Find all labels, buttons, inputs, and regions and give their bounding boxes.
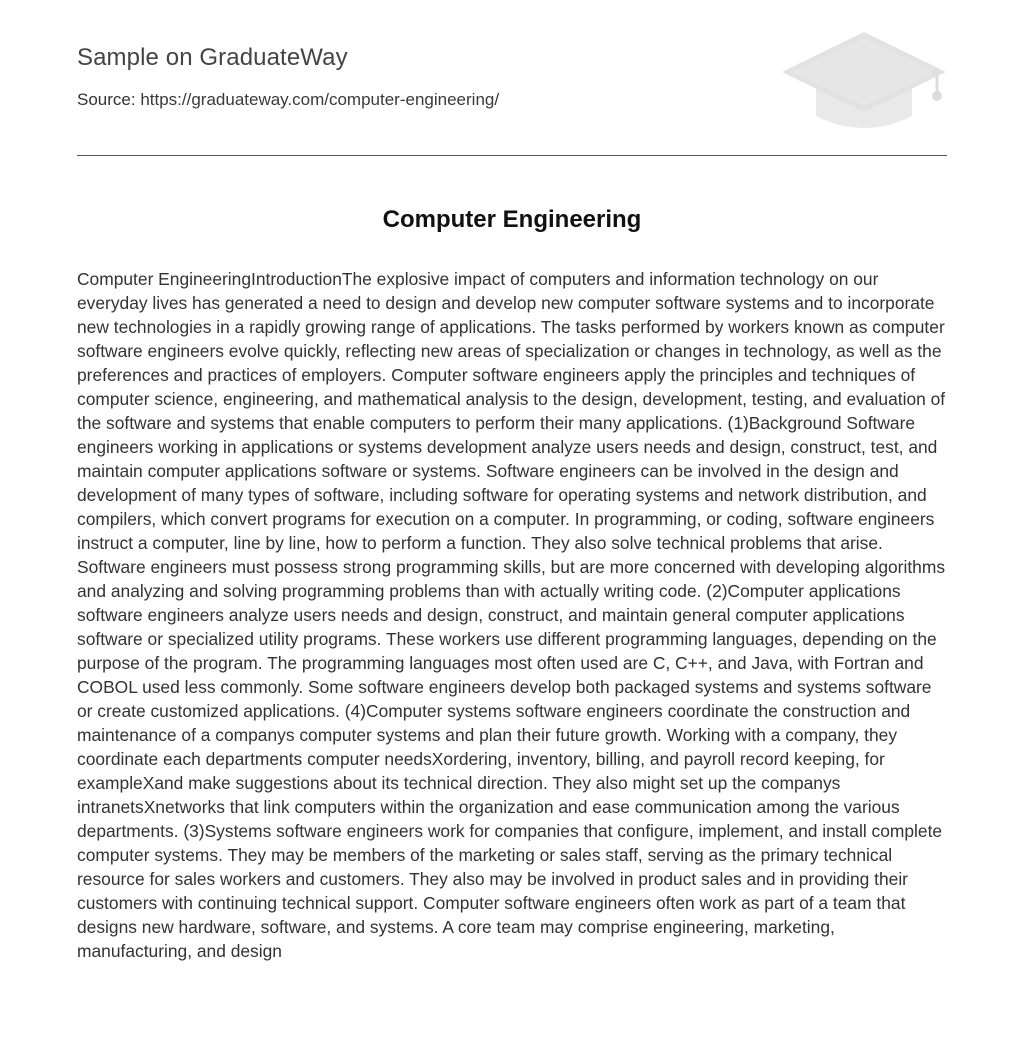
site-title: Sample on GraduateWay [77,44,348,71]
graduation-cap-icon [782,28,947,133]
source-link[interactable]: https://graduateway.com/computer-engineering/ [140,90,500,109]
source-label: Source: [77,90,141,109]
header-divider [77,155,947,156]
source-line [77,90,499,110]
essay-body: Computer EngineeringIntroductionThe explosive impact of computers and information technology on our everyday lives has generated a need to design and develop new computer software systems and to incorporate new technologies in a rapidly growing range of applications. The tasks performed by workers known as computer software engineers evolve quickly, reflecting new areas of specialization or changes in technology, as well as the preferences and practices of employers. Computer software engineers apply the principles and techniques of computer science, engineering, and mathematical analysis to the design, development, testing, and evaluation of the software and systems that enable computers to perform their many applications. (1)Background Software engineers working in applications or systems development analyze users needs and design, construct, test, and maintain computer applications software or systems. Software engineers can be involved in the design and development of many types of software, including software for operating systems and network distribution, and compilers, which convert programs for execution on a computer. In programming, or coding, software engineers instruct a computer, line by line, how to perform a function. They also solve technical problems that arise. Software engineers must possess strong programming skills, but are more concerned with developing algorithms and analyzing and solving programming problems than with actually writing code. (2)Computer applications software engineers analyze users needs and design, construct, and maintain general computer applications software or specialized utility programs. These workers use different programming languages, depending on the purpose of the program. The programming languages most often used are C, C++, and Java, with Fortran and COBOL used less commonly. Some software engineers develop both packaged systems and systems software or create customized applications. (4)Computer systems software engineers coordinate the construction and maintenance of a companys computer systems and plan their future growth. Working with a company, they coordinate each departments computer needsXordering, inventory, billing, and payroll record keeping, for exampleXand make suggestions about its technical direction. They also might set up the companys intranetsXnetworks that link computers within the organization and ease communication among the various departments. (3)Systems software engineers work for companies that configure, implement, and install complete computer systems. They may be members of the marketing or sales staff, serving as the primary technical resource for sales workers and customers. They also may be involved in product sales and in providing their customers with continuing technical support. Computer software engineers often work as part of a team that designs new hardware, software, and systems. A core team may comprise engineering, marketing, manufacturing, and design [77,269,946,961]
page-header [77,0,947,156]
document-title: Computer Engineering [382,206,642,233]
